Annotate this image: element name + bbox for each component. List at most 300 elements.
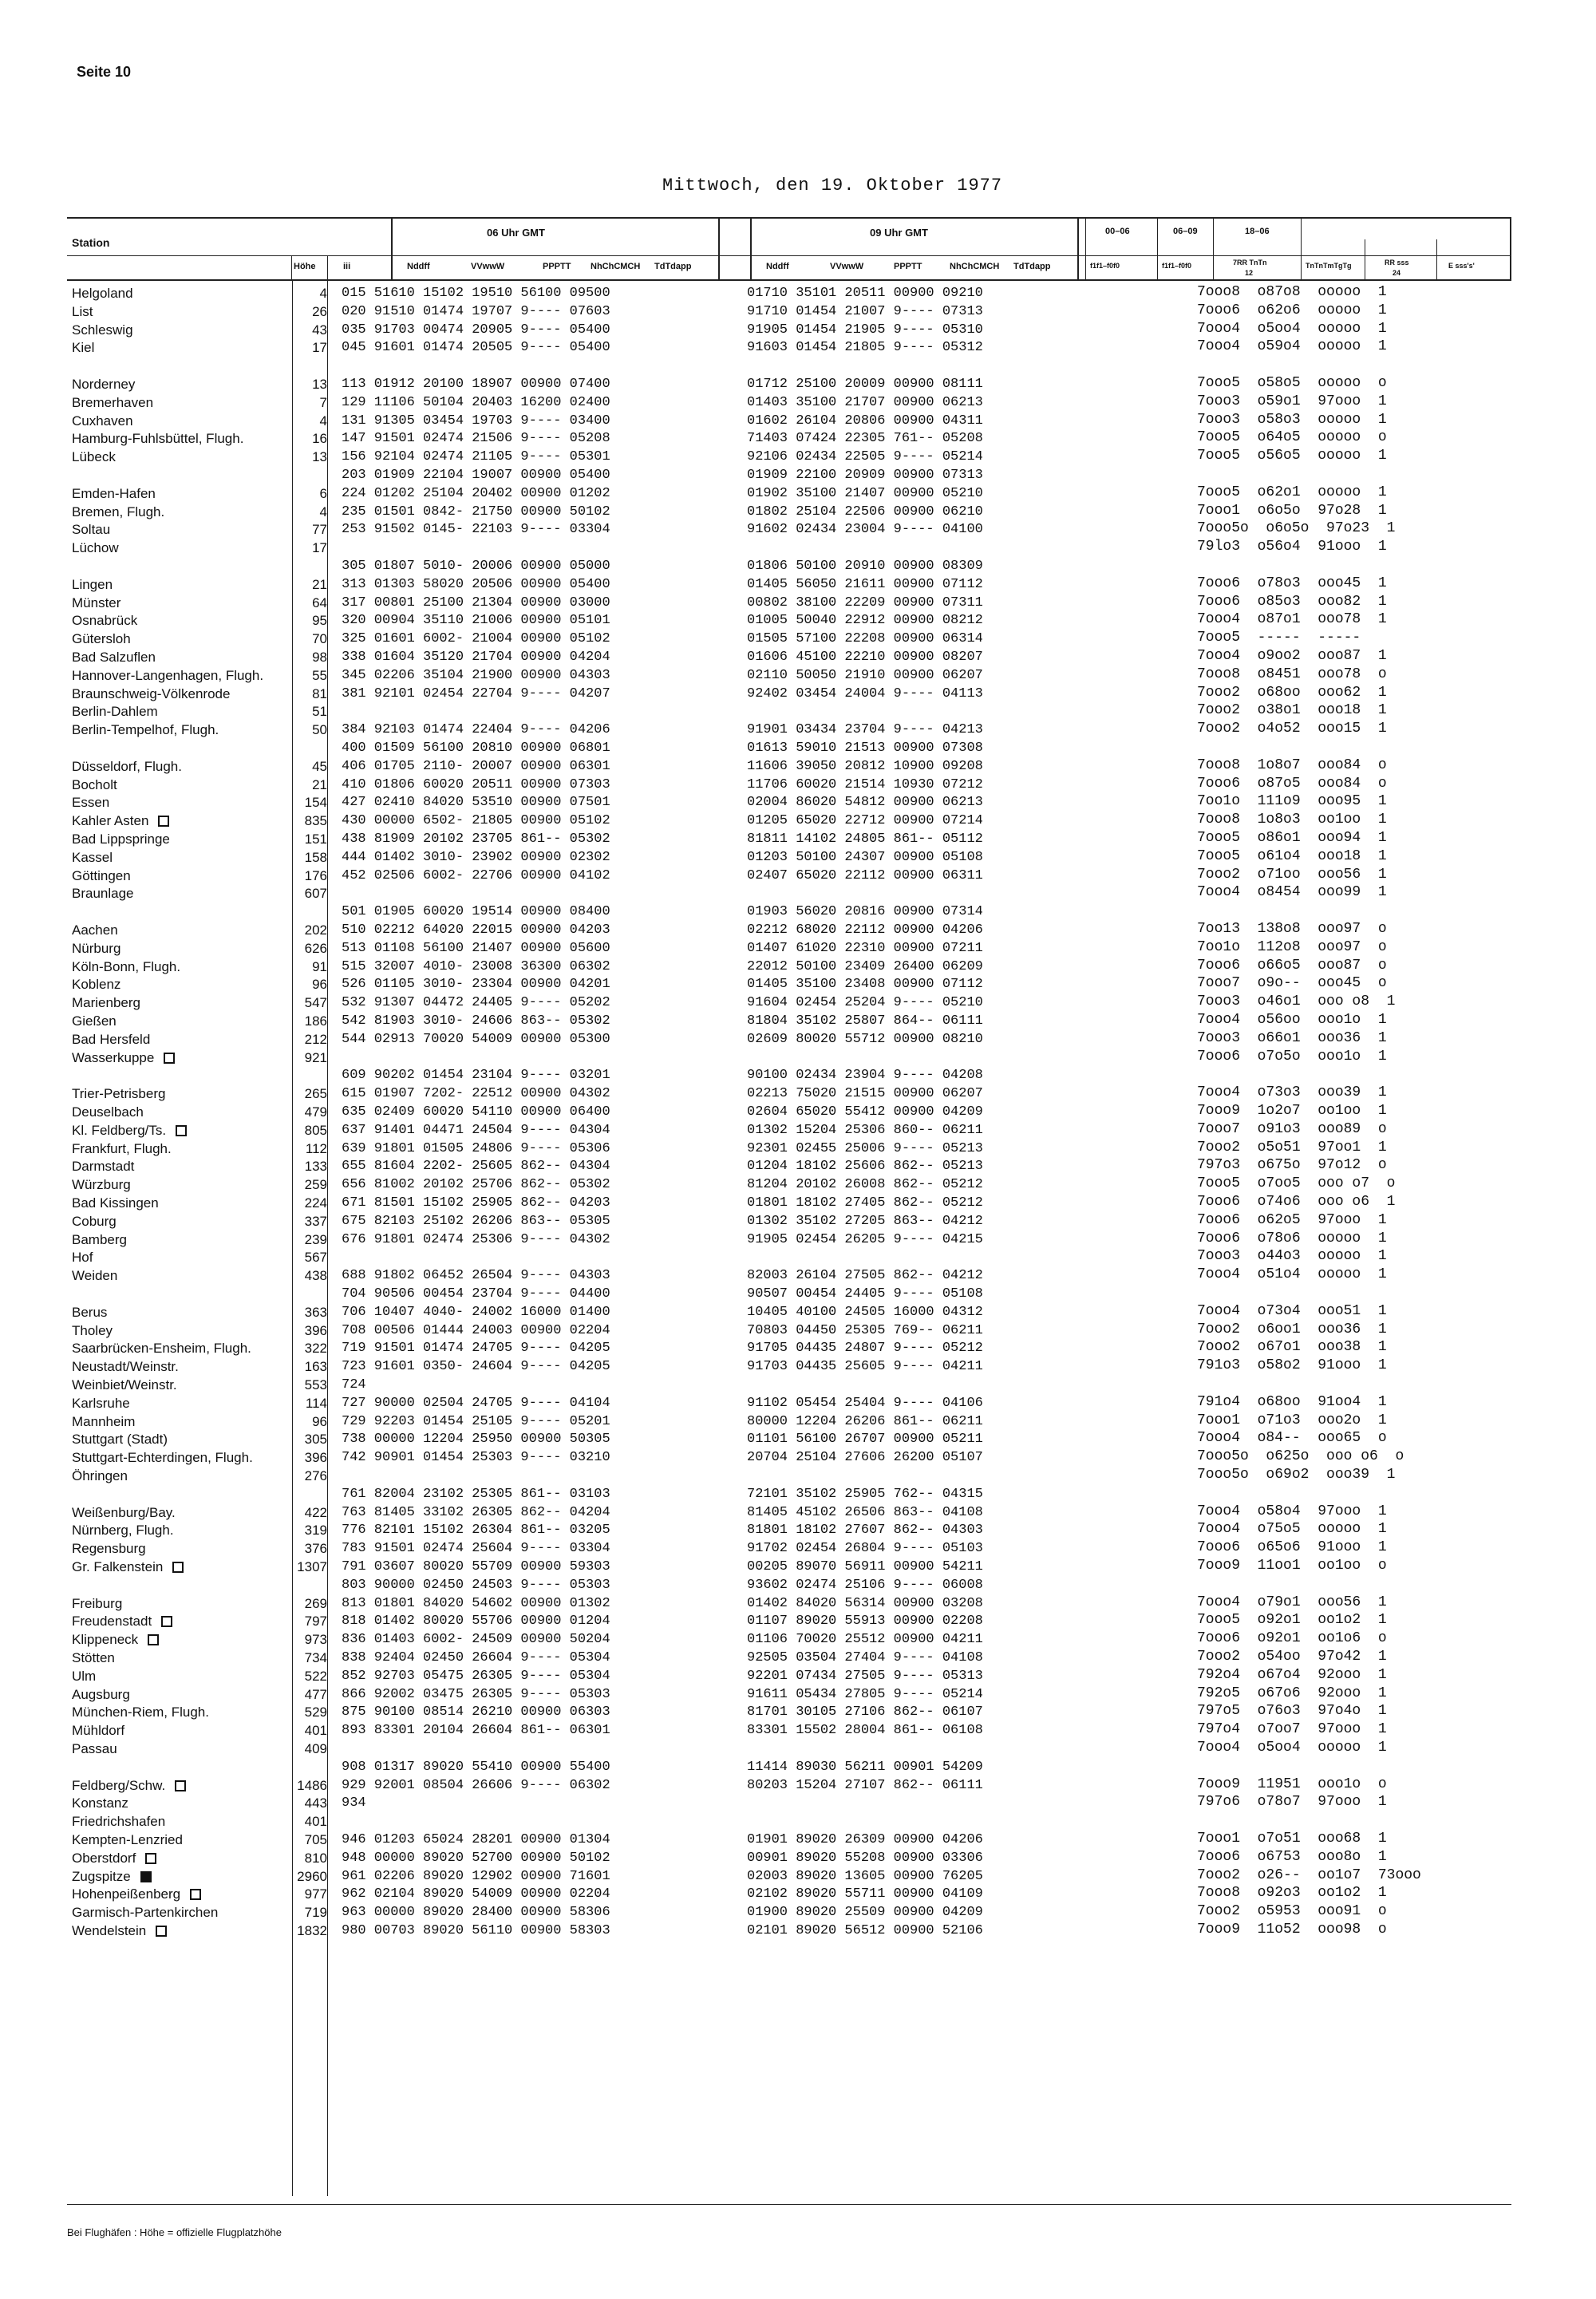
station-altitude: 626 [304, 940, 327, 956]
station-name: Feldberg/Schw. [72, 1778, 186, 1794]
station-name: Norderney [72, 377, 136, 392]
station-name: Nürburg [72, 940, 121, 956]
obs-06-gmt: 852 92703 05475 26305 9---- 05304 [342, 1668, 610, 1684]
obs-09-gmt: 01107 89020 55913 00900 02208 [747, 1614, 983, 1629]
station-name: Friedrichshafen [72, 1814, 166, 1830]
station-name: Aachen [72, 922, 118, 938]
obs-06-gmt: 427 02410 84020 53510 00900 07501 [342, 795, 610, 811]
obs-06-gmt: 406 01705 2110- 20007 00900 06301 [342, 758, 610, 774]
daily-extremes: 791o3 o58o2 91ooo 1 [1197, 1357, 1387, 1374]
obs-09-gmt: 92301 02455 25006 9---- 05213 [747, 1140, 983, 1156]
station-altitude: 363 [304, 1304, 327, 1320]
obs-06-gmt: 430 00000 6502- 21805 00900 05102 [342, 813, 610, 829]
daily-extremes: 7ooo8 o8451 ooo78 o [1197, 666, 1387, 682]
obs-09-gmt: 00802 38100 22209 00900 07311 [747, 595, 983, 610]
daily-extremes: 7ooo2 o68oo ooo62 1 [1197, 684, 1387, 701]
station-altitude: 319 [304, 1523, 327, 1539]
box-marker [148, 1634, 159, 1645]
obs-09-gmt: 01402 84020 56314 00900 03208 [747, 1595, 983, 1611]
box-marker [172, 1562, 184, 1573]
station-name: Helgoland [72, 286, 133, 301]
station-altitude: 17 [312, 340, 327, 356]
daily-extremes: 7ooo9 11o52 ooo98 o [1197, 1922, 1387, 1938]
obs-06-gmt: 813 01801 84020 54602 00900 01302 [342, 1595, 610, 1611]
obs-06-gmt: 438 81909 20102 23705 861-- 05302 [342, 832, 610, 847]
obs-09-gmt: 01710 35101 20511 00900 09210 [747, 286, 983, 301]
station-name: Hannover-Langenhagen, Flugh. [72, 667, 264, 683]
station-name: Kiel [72, 340, 95, 356]
obs-06-gmt: 338 01604 35120 21704 00900 04204 [342, 650, 610, 665]
obs-09-gmt: 01407 61020 22310 00900 07211 [747, 940, 983, 956]
station-altitude: 91 [312, 958, 327, 974]
station-name: Braunlage [72, 886, 134, 902]
daily-extremes: 7oo13 138o8 ooo97 o [1197, 921, 1387, 937]
station-name: Passau [72, 1741, 117, 1756]
station-altitude: 163 [304, 1359, 327, 1375]
obs-09-gmt: 11706 60020 21514 10930 07212 [747, 776, 983, 792]
obs-06-gmt: 783 91501 02474 25604 9---- 03304 [342, 1541, 610, 1557]
station-altitude: 202 [304, 922, 327, 938]
daily-extremes: 7ooo4 o79o1 ooo56 1 [1197, 1594, 1387, 1610]
station-name: Trier-Petrisberg [72, 1086, 166, 1102]
obs-06-gmt: 723 91601 0350- 24604 9---- 04205 [342, 1359, 610, 1375]
daily-extremes: 7ooo8 1o8o3 oo1oo 1 [1197, 812, 1387, 828]
station-name: Wasserkuppe [72, 1050, 175, 1066]
obs-06-gmt: 400 01509 56100 20810 00900 06801 [342, 741, 610, 756]
obs-09-gmt: 90507 00454 24405 9---- 05108 [747, 1286, 983, 1302]
obs-06-gmt: 045 91601 01474 20505 9---- 05400 [342, 340, 610, 356]
station-name: Tholey [72, 1322, 113, 1338]
obs-06-gmt: 655 81604 2202- 25605 862-- 04304 [342, 1159, 610, 1175]
obs-09-gmt: 02212 68020 22112 00900 04206 [747, 922, 983, 938]
obs-09-gmt: 22012 50100 23409 26400 06209 [747, 958, 983, 974]
col-rr: RR sss [1385, 259, 1409, 267]
daily-extremes: 7ooo2 o54oo 97o42 1 [1197, 1649, 1387, 1665]
station-name: Neustadt/Weinstr. [72, 1359, 179, 1375]
station-altitude: 4 [319, 286, 327, 301]
station-altitude: 401 [304, 1723, 327, 1739]
daily-extremes: 7ooo5 ----- ----- [1197, 630, 1361, 646]
daily-extremes: 7ooo6 o6753 ooo8o 1 [1197, 1848, 1387, 1865]
station-altitude: 337 [304, 1213, 327, 1229]
obs-09-gmt: 91905 02454 26205 9---- 04215 [747, 1231, 983, 1247]
obs-09-gmt: 01900 89020 25509 00900 04209 [747, 1905, 983, 1921]
station-altitude: 522 [304, 1668, 327, 1684]
daily-extremes: 797o6 o78o7 97ooo 1 [1197, 1794, 1387, 1811]
station-name: Düsseldorf, Flugh. [72, 758, 182, 774]
obs-09-gmt: 01902 35100 21407 00900 05210 [747, 485, 983, 501]
obs-06-gmt: 962 02104 89020 54009 00900 02204 [342, 1886, 610, 1902]
obs-06-gmt: 803 90000 02450 24503 9---- 05303 [342, 1577, 610, 1593]
daily-extremes: 7ooo5 o61o4 ooo18 1 [1197, 847, 1387, 864]
station-name: Kassel [72, 849, 113, 865]
daily-extremes: 7oo1o 111o9 ooo95 1 [1197, 793, 1387, 810]
obs-06-gmt: 510 02212 64020 22015 00900 04203 [342, 922, 610, 938]
col-18-06: 18–06 [1245, 227, 1270, 236]
filled-box-marker [140, 1871, 152, 1882]
obs-09-gmt: 01403 35100 21707 00900 06213 [747, 394, 983, 410]
station-name: Wendelstein [72, 1923, 167, 1939]
box-marker [156, 1926, 167, 1937]
block-06-header: 06 Uhr GMT [487, 227, 545, 239]
station-altitude: 269 [304, 1595, 327, 1611]
obs-06-gmt: 410 01806 60020 20511 00900 07303 [342, 776, 610, 792]
obs-09-gmt: 91604 02454 25204 9---- 05210 [747, 995, 983, 1011]
obs-06-gmt: 235 01501 0842- 21750 00900 50102 [342, 504, 610, 519]
obs-06-gmt: 742 90901 01454 25303 9---- 03210 [342, 1450, 610, 1466]
obs-09-gmt: 01806 50100 20910 00900 08309 [747, 559, 983, 574]
daily-extremes: 7ooo4 o87o1 ooo78 1 [1197, 611, 1387, 628]
obs-06-gmt: 345 02206 35104 21900 00900 04303 [342, 667, 610, 683]
station-name: Nürnberg, Flugh. [72, 1523, 174, 1539]
obs-06-gmt: 675 82103 25102 26206 863-- 05305 [342, 1213, 610, 1229]
daily-extremes: 79lo3 o56o4 91ooo 1 [1197, 539, 1387, 555]
station-altitude: 45 [312, 758, 327, 774]
obs-06-gmt: 791 03607 80020 55709 00900 59303 [342, 1559, 610, 1574]
sub-00-06: f1f1–f0f0 [1090, 262, 1120, 270]
daily-extremes: 7ooo3 o59o1 97ooo 1 [1197, 393, 1387, 409]
daily-extremes: 7ooo1 o6o5o 97o28 1 [1197, 502, 1387, 519]
obs-09-gmt: 01901 89020 26309 00900 04206 [747, 1832, 983, 1847]
obs-06-gmt: 113 01912 20100 18907 00900 07400 [342, 377, 610, 392]
station-altitude: 265 [304, 1086, 327, 1102]
col06-ppptt: PPPTT [543, 262, 571, 271]
daily-extremes: 7ooo2 o71oo ooo56 1 [1197, 866, 1387, 883]
station-name: Oberstdorf [72, 1851, 156, 1866]
daily-extremes: 7ooo6 o65o6 91ooo 1 [1197, 1539, 1387, 1556]
col-06-09: 06–09 [1173, 227, 1198, 236]
daily-extremes: 7ooo2 o5953 ooo91 o [1197, 1903, 1387, 1920]
col09-ppptt: PPPTT [894, 262, 922, 271]
obs-06-gmt: 501 01905 60020 19514 00900 08400 [342, 904, 610, 920]
obs-06-gmt: 875 90100 08514 26210 00900 06303 [342, 1704, 610, 1720]
station-name: List [72, 303, 93, 319]
station-altitude: 2960 [297, 1868, 327, 1884]
station-altitude: 1307 [297, 1559, 327, 1574]
station-name: Berlin-Tempelhof, Flugh. [72, 722, 219, 738]
obs-06-gmt: 203 01909 22104 19007 00900 05400 [342, 468, 610, 483]
station-altitude: 43 [312, 322, 327, 338]
station-name: Gr. Falkenstein [72, 1559, 184, 1575]
daily-extremes: 7ooo5 o86o1 ooo94 1 [1197, 830, 1387, 846]
obs-09-gmt: 91710 01454 21007 9---- 07313 [747, 303, 983, 319]
daily-extremes: 7ooo6 o62o5 97ooo 1 [1197, 1211, 1387, 1228]
obs-06-gmt: 015 51610 15102 19510 56100 09500 [342, 286, 610, 301]
obs-06-gmt: 934 [342, 1795, 366, 1811]
station-altitude: 64 [312, 595, 327, 610]
daily-extremes: 7ooo6 o85o3 ooo82 1 [1197, 593, 1387, 610]
daily-extremes: 7ooo7 o91o3 ooo89 o [1197, 1120, 1387, 1137]
station-altitude: 21 [312, 576, 327, 592]
box-marker [176, 1125, 187, 1136]
station-name: Essen [72, 795, 110, 811]
obs-09-gmt: 92106 02434 22505 9---- 05214 [747, 449, 983, 465]
obs-09-gmt: 01302 35102 27205 863-- 04212 [747, 1213, 983, 1229]
daily-extremes: 7ooo2 o6oo1 ooo36 1 [1197, 1321, 1387, 1337]
station-altitude: 477 [304, 1686, 327, 1702]
station-name: Bremen, Flugh. [72, 504, 165, 519]
obs-06-gmt: 738 00000 12204 25950 00900 50305 [342, 1432, 610, 1448]
station-altitude: 77 [312, 522, 327, 538]
obs-09-gmt: 81405 45102 26506 863-- 04108 [747, 1504, 983, 1520]
station-altitude: 7 [319, 394, 327, 410]
obs-09-gmt: 02004 86020 54812 00900 06213 [747, 795, 983, 811]
obs-09-gmt: 92201 07434 27505 9---- 05313 [747, 1668, 983, 1684]
station-altitude: 4 [319, 413, 327, 429]
daily-extremes: 7ooo2 o4o52 ooo15 1 [1197, 721, 1387, 737]
station-name: Klippeneck [72, 1632, 159, 1648]
daily-extremes: 7ooo3 o44o3 ooooo 1 [1197, 1248, 1387, 1265]
daily-extremes: 7ooo4 o59o4 ooooo 1 [1197, 338, 1387, 355]
daily-extremes: 7ooo6 o7o5o ooo1o 1 [1197, 1048, 1387, 1065]
station-altitude: 259 [304, 1177, 327, 1193]
station-header: Station [72, 236, 110, 249]
station-altitude: 151 [304, 832, 327, 847]
station-altitude: 805 [304, 1122, 327, 1138]
obs-06-gmt: 129 11106 50104 20403 16200 02400 [342, 394, 610, 410]
obs-06-gmt: 384 92103 01474 22404 9---- 04206 [342, 722, 610, 738]
daily-extremes: 7ooo4 o73o4 ooo51 1 [1197, 1302, 1387, 1319]
box-marker [175, 1780, 186, 1791]
station-altitude: 239 [304, 1231, 327, 1247]
obs-06-gmt: 542 81903 3010- 24606 863-- 05302 [342, 1013, 610, 1029]
station-altitude: 409 [304, 1741, 327, 1756]
page-number: Seite 10 [77, 64, 132, 80]
daily-extremes: 7ooo4 o75o5 ooooo 1 [1197, 1521, 1387, 1538]
station-altitude: 529 [304, 1704, 327, 1720]
station-name: Weinbiet/Weinstr. [72, 1377, 177, 1392]
obs-06-gmt: 609 90202 01454 23104 9---- 03201 [342, 1068, 610, 1084]
station-altitude: 95 [312, 613, 327, 629]
daily-extremes: 7ooo2 o5o51 97oo1 1 [1197, 1139, 1387, 1155]
obs-06-gmt: 763 81405 33102 26305 862-- 04204 [342, 1504, 610, 1520]
station-name: Kempten-Lenzried [72, 1832, 183, 1847]
obs-09-gmt: 01302 15204 25306 860-- 06211 [747, 1122, 983, 1138]
station-name: Konstanz [72, 1795, 128, 1811]
station-altitude: 977 [304, 1886, 327, 1902]
block-09-header: 09 Uhr GMT [870, 227, 928, 239]
station-altitude: 276 [304, 1468, 327, 1483]
obs-06-gmt: 866 92002 03475 26305 9---- 05303 [342, 1686, 610, 1702]
station-name: Bremerhaven [72, 394, 154, 410]
obs-09-gmt: 01106 70020 25512 00900 04211 [747, 1632, 983, 1648]
daily-extremes: 7ooo4 o8454 ooo99 1 [1197, 884, 1387, 901]
station-name: Koblenz [72, 977, 121, 993]
station-altitude: 154 [304, 795, 327, 811]
station-altitude: 17 [312, 540, 327, 556]
obs-06-gmt: 253 91502 0145- 22103 9---- 03304 [342, 522, 610, 538]
station-altitude: 438 [304, 1268, 327, 1284]
obs-09-gmt: 80203 15204 27107 862-- 06111 [747, 1777, 983, 1793]
daily-extremes: 7ooo4 o51o4 ooooo 1 [1197, 1266, 1387, 1283]
daily-extremes: 7ooo4 o84-- ooo65 o [1197, 1430, 1387, 1447]
station-altitude: 16 [312, 431, 327, 447]
obs-09-gmt: 00901 89020 55208 00900 03306 [747, 1850, 983, 1866]
obs-09-gmt: 01101 56100 26707 00900 05211 [747, 1432, 983, 1448]
hoehe-header: Höhe [294, 262, 316, 271]
station-name: Bamberg [72, 1231, 127, 1247]
station-name: Gießen [72, 1013, 117, 1029]
daily-extremes: 7ooo4 o56oo ooo1o 1 [1197, 1012, 1387, 1028]
obs-09-gmt: 01005 50040 22912 00900 08212 [747, 613, 983, 629]
obs-06-gmt: 131 91305 03454 19703 9---- 03400 [342, 413, 610, 429]
daily-extremes: 7ooo6 o78o6 ooooo 1 [1197, 1230, 1387, 1246]
station-name: Schleswig [72, 322, 133, 338]
obs-09-gmt: 01909 22100 20909 00900 07313 [747, 468, 983, 483]
station-name: Mannheim [72, 1413, 136, 1429]
daily-extremes: 7ooo1 o7o51 ooo68 1 [1197, 1831, 1387, 1847]
station-name: Freudenstadt [72, 1614, 172, 1629]
obs-09-gmt: 91611 05434 27805 9---- 05214 [747, 1686, 983, 1702]
daily-extremes: 7ooo6 o92o1 oo1o6 o [1197, 1630, 1387, 1647]
station-altitude: 835 [304, 813, 327, 829]
col-rr-sub: 24 [1393, 269, 1401, 277]
obs-09-gmt: 91705 04435 24807 9---- 05212 [747, 1341, 983, 1357]
obs-09-gmt: 01712 25100 20009 00900 08111 [747, 377, 983, 392]
station-name: Köln-Bonn, Flugh. [72, 958, 181, 974]
station-name: Augsburg [72, 1686, 130, 1702]
obs-06-gmt: 515 32007 4010- 23008 36300 06302 [342, 958, 610, 974]
obs-09-gmt: 91602 02434 23004 9---- 04100 [747, 522, 983, 538]
station-altitude: 797 [304, 1614, 327, 1629]
obs-09-gmt: 82003 26104 27505 862-- 04212 [747, 1268, 983, 1284]
daily-extremes: 7ooo5 o56o5 ooooo 1 [1197, 448, 1387, 464]
obs-06-gmt: 325 01601 6002- 21004 00900 05102 [342, 631, 610, 647]
obs-06-gmt: 704 90506 00454 23704 9---- 04400 [342, 1286, 610, 1302]
obs-06-gmt: 963 00000 89020 28400 00900 58306 [342, 1905, 610, 1921]
obs-06-gmt: 381 92101 02454 22704 9---- 04207 [342, 685, 610, 701]
obs-09-gmt: 10405 40100 24505 16000 04312 [747, 1304, 983, 1320]
obs-06-gmt: 706 10407 4040- 24002 16000 01400 [342, 1304, 610, 1320]
obs-09-gmt: 01606 45100 22210 00900 08207 [747, 650, 983, 665]
obs-06-gmt: 727 90000 02504 24705 9---- 04104 [342, 1395, 610, 1411]
station-name: Hamburg-Fuhlsbüttel, Flugh. [72, 431, 244, 447]
station-altitude: 51 [312, 704, 327, 720]
daily-extremes: 7ooo4 o5oo4 ooooo 1 [1197, 320, 1387, 337]
col09-vvwww: VVwwW [830, 262, 864, 271]
obs-06-gmt: 708 00506 01444 24003 00900 02204 [342, 1322, 610, 1338]
daily-extremes: 7ooo3 o58o3 ooooo 1 [1197, 411, 1387, 428]
daily-extremes: 797o5 o76o3 97o4o 1 [1197, 1703, 1387, 1720]
obs-09-gmt: 02102 89020 55711 00900 04109 [747, 1886, 983, 1902]
daily-extremes: 7ooo5o o625o ooo o6 o [1197, 1448, 1404, 1465]
daily-extremes: 792o4 o67o4 92ooo 1 [1197, 1666, 1387, 1683]
col-e: E sss's' [1448, 262, 1475, 270]
obs-09-gmt: 11414 89030 56211 00901 54209 [747, 1759, 983, 1775]
col-7rr-sub: 12 [1245, 269, 1254, 277]
daily-extremes: 7ooo6 o74o6 ooo o6 1 [1197, 1194, 1396, 1210]
daily-extremes: 7ooo6 o66o5 ooo87 o [1197, 957, 1387, 974]
obs-09-gmt: 02003 89020 13605 00900 76205 [747, 1868, 983, 1884]
station-name: Lingen [72, 576, 113, 592]
station-name: Lüchow [72, 540, 119, 556]
station-name: Garmisch-Partenkirchen [72, 1905, 219, 1921]
station-name: Bad Lippspringe [72, 832, 170, 847]
daily-extremes: 7ooo9 11951 ooo1o o [1197, 1776, 1387, 1792]
daily-extremes: 7ooo5 o7oo5 ooo o7 o [1197, 1175, 1396, 1192]
obs-09-gmt: 01903 56020 20816 00900 07314 [747, 904, 983, 920]
station-altitude: 921 [304, 1049, 327, 1065]
station-altitude: 98 [312, 650, 327, 665]
obs-09-gmt: 81801 18102 27607 862-- 04303 [747, 1523, 983, 1539]
station-name: Marienberg [72, 995, 140, 1011]
box-marker [158, 816, 169, 827]
station-altitude: 186 [304, 1013, 327, 1029]
daily-extremes: 7ooo5 o58o5 ooooo o [1197, 375, 1387, 391]
station-name: Weißenburg/Bay. [72, 1504, 176, 1520]
station-name: Freiburg [72, 1595, 123, 1611]
obs-06-gmt: 719 91501 01474 24705 9---- 04205 [342, 1341, 610, 1357]
station-altitude: 607 [304, 886, 327, 902]
station-altitude: 1832 [297, 1923, 327, 1938]
station-name: Hof [72, 1250, 93, 1266]
obs-09-gmt: 11606 39050 20812 10900 09208 [747, 758, 983, 774]
station-altitude: 96 [312, 977, 327, 993]
station-altitude: 55 [312, 667, 327, 683]
station-altitude: 479 [304, 1104, 327, 1120]
station-altitude: 96 [312, 1413, 327, 1429]
obs-09-gmt: 01203 50100 24307 00900 05108 [747, 849, 983, 865]
station-name: München-Riem, Flugh. [72, 1704, 209, 1720]
daily-extremes: 7ooo5o o69o2 ooo39 1 [1197, 1467, 1396, 1483]
station-altitude: 4 [319, 504, 327, 519]
box-marker [190, 1889, 201, 1900]
station-name: Bad Salzuflen [72, 650, 156, 665]
daily-extremes: 7ooo9 11oo1 oo1oo o [1197, 1558, 1387, 1574]
iii-header: iii [343, 262, 351, 271]
obs-09-gmt: 91603 01454 21805 9---- 05312 [747, 340, 983, 356]
obs-06-gmt: 320 00904 35110 21006 00900 05101 [342, 613, 610, 629]
daily-extremes: 7ooo4 o73o3 ooo39 1 [1197, 1084, 1387, 1101]
station-name: Stuttgart-Echterdingen, Flugh. [72, 1450, 253, 1466]
footnote: Bei Flughäfen : Höhe = offizielle Flugplatzhöhe [67, 2226, 282, 2238]
obs-06-gmt: 035 91703 00474 20905 9---- 05400 [342, 322, 610, 338]
obs-09-gmt: 70803 04450 25305 769-- 06211 [747, 1322, 983, 1338]
station-name: Göttingen [72, 867, 131, 883]
obs-06-gmt: 635 02409 60020 54110 00900 06400 [342, 1104, 610, 1120]
station-name: Bocholt [72, 776, 117, 792]
station-altitude: 567 [304, 1250, 327, 1266]
daily-extremes: 7ooo4 o58o4 97ooo 1 [1197, 1503, 1387, 1519]
daily-extremes: 7ooo1 o71o3 ooo2o 1 [1197, 1412, 1387, 1428]
obs-06-gmt: 980 00703 89020 56110 00900 58303 [342, 1923, 610, 1938]
obs-06-gmt: 452 02506 6002- 22706 00900 04102 [342, 867, 610, 883]
station-altitude: 973 [304, 1632, 327, 1648]
col06-vvwww: VVwwW [471, 262, 505, 271]
station-altitude: 376 [304, 1541, 327, 1557]
station-altitude: 13 [312, 449, 327, 465]
obs-09-gmt: 02213 75020 21515 00900 06207 [747, 1086, 983, 1102]
obs-09-gmt: 02110 50050 21910 00900 06207 [747, 667, 983, 683]
obs-09-gmt: 93602 02474 25106 9---- 06008 [747, 1577, 983, 1593]
station-name: Cuxhaven [72, 413, 133, 429]
col09-clouds: NhChCMCH [950, 262, 1000, 271]
daily-extremes: 7ooo2 o67o1 ooo38 1 [1197, 1339, 1387, 1356]
daily-extremes: 791o4 o68oo 91oo4 1 [1197, 1393, 1387, 1410]
station-altitude: 176 [304, 867, 327, 883]
station-altitude: 133 [304, 1159, 327, 1175]
box-marker [161, 1616, 172, 1627]
obs-06-gmt: 729 92203 01454 25105 9---- 05201 [342, 1413, 610, 1429]
station-altitude: 26 [312, 303, 327, 319]
obs-06-gmt: 313 01303 58020 20506 00900 05400 [342, 576, 610, 592]
obs-06-gmt: 893 83301 20104 26604 861-- 06301 [342, 1723, 610, 1739]
obs-06-gmt: 676 91801 02474 25306 9---- 04302 [342, 1231, 610, 1247]
station-altitude: 322 [304, 1341, 327, 1357]
station-altitude: 112 [305, 1140, 327, 1156]
obs-06-gmt: 948 00000 89020 52700 00900 50102 [342, 1850, 610, 1866]
station-altitude: 443 [304, 1795, 327, 1811]
